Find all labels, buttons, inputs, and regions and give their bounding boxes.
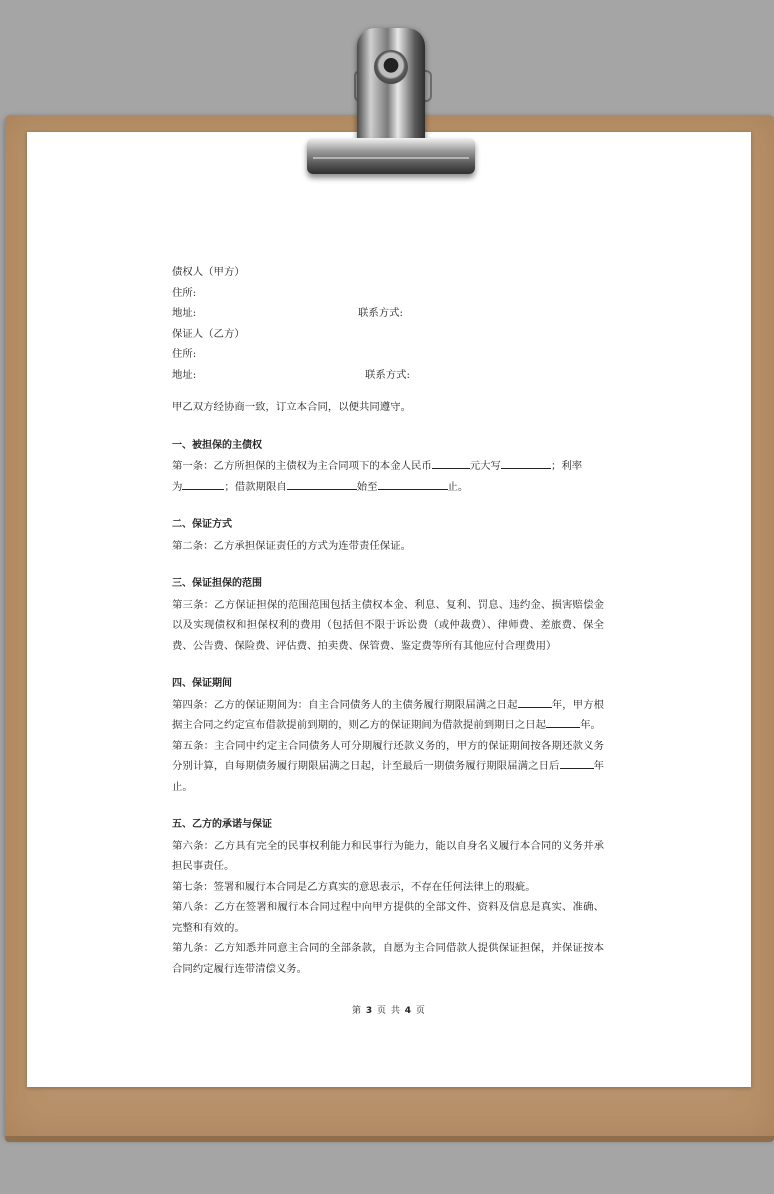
article-7: 第七条：签署和履行本合同是乙方真实的意思表示，不存在任何法律上的瑕疵。 [172, 880, 536, 893]
article-3: 第三条：乙方保证担保的范围范围包括主债权本金、利息、复利、罚息、违约金、损害赔偿金以及实现债权和担保权利的费用（包括但不限于诉讼费（或仲裁费）、律师费、差旅费、保全费、公告费、保险费、评估费、拍卖费、保管费、鉴定费等所有其他应付合理费用） [172, 598, 604, 652]
article-1-line-2 [172, 477, 604, 498]
guarantor-address: 地址: [172, 368, 197, 381]
guarantor-residence: 住所: [172, 348, 197, 360]
guarantor-contact: 联系方式: [365, 368, 411, 381]
article-8: 第八条：乙方在签署和履行本合同过程中向甲方提供的全部文件、资料及信息是真实、准确、完整和有效的。 [172, 901, 604, 934]
guarantee-years-blank [518, 695, 552, 708]
guarantor-address-row [172, 365, 604, 386]
article-4 [172, 695, 604, 736]
article-9: 第九条：乙方知悉并同意主合同的全部条款，自愿为主合同借款人提供保证担保，并保证按本合同约定履行连带清偿义务。 [172, 942, 604, 975]
section-1-heading: 一、被担保的主债权 [172, 439, 262, 451]
creditor-address: 地址: [172, 307, 197, 319]
current-page-number: 3 [365, 1006, 374, 1016]
interest-rate-blank [182, 477, 224, 490]
section-4-heading: 四、保证期间 [172, 678, 232, 689]
article-4-text-a: 第四条：乙方的保证期间为：自主合同债务人的主债务履行期限届满之日起 [172, 698, 518, 711]
article-5 [172, 736, 604, 798]
article-1-text-d: 为 [172, 480, 183, 493]
article-1-text-f: 始至 [356, 480, 378, 493]
footer-suffix: 页 [415, 1006, 426, 1016]
article-4-text-c: 年。 [580, 719, 601, 731]
article-5-text-a: 第五条：主合同中约定主合同债务人可分期履行还款义务的，甲方的保证期间按各期还款义务分别计算，自每期债务履行期限届满之日起，计至最后一期债务履行期限届满之日后 [172, 739, 604, 772]
article-6: 第六条：乙方具有完全的民事权利能力和民事行为能力，能以自身名义履行本合同的义务并承担民事责任。 [172, 839, 604, 872]
article-1-text-a: 第一条：乙方所担保的主债权为主合同项下的本金人民币 [172, 460, 432, 472]
section-2-heading: 二、保证方式 [172, 519, 232, 530]
clip-lever-icon [357, 28, 425, 146]
section-3-heading: 三、保证担保的范围 [172, 578, 262, 589]
clip-highlight [313, 157, 469, 159]
total-page-number: 4 [404, 1006, 413, 1016]
footer-prefix: 第 [352, 1006, 363, 1016]
article-1-text-g: 止。 [447, 480, 469, 493]
installment-years-blank [560, 756, 594, 769]
creditor-label: 债权人（甲方） [172, 266, 245, 278]
guarantor-label: 保证人（乙方） [172, 327, 245, 340]
preamble: 甲乙双方经协商一致，订立本合同，以便共同遵守。 [172, 401, 411, 413]
principal-amount-blank [432, 456, 470, 469]
footer-mid: 页 共 [377, 1006, 401, 1016]
contract-body [172, 262, 604, 979]
creditor-address-row [172, 303, 604, 324]
article-2: 第二条：乙方承担保证责任的方式为连带责任保证。 [172, 539, 411, 552]
article-1-text-e: ；借款期限自 [224, 480, 287, 493]
section-5-heading: 五、乙方的承诺与保证 [172, 819, 272, 830]
clip-base-icon [307, 138, 475, 174]
article-1-text-c: ；利率 [550, 460, 583, 472]
accelerated-years-blank [546, 715, 580, 728]
creditor-contact: 联系方式: [358, 307, 404, 319]
article-4-text-b: 年，甲方根据主合同之约定宣布借款提前到期的，则乙方的保证期间为借款提前到期日之日起 [172, 698, 605, 731]
amount-words-blank [501, 456, 551, 469]
article-5-text-b: 年止。 [172, 760, 605, 793]
page-footer [352, 1003, 426, 1016]
loan-start-blank [287, 477, 357, 490]
article-1-line-1 [172, 456, 604, 477]
clipboard-edge [5, 1136, 774, 1142]
article-1-text-b: 元大写 [469, 460, 501, 472]
creditor-residence: 住所: [172, 286, 197, 299]
clip-hole-icon [374, 50, 408, 84]
loan-end-blank [378, 477, 448, 490]
